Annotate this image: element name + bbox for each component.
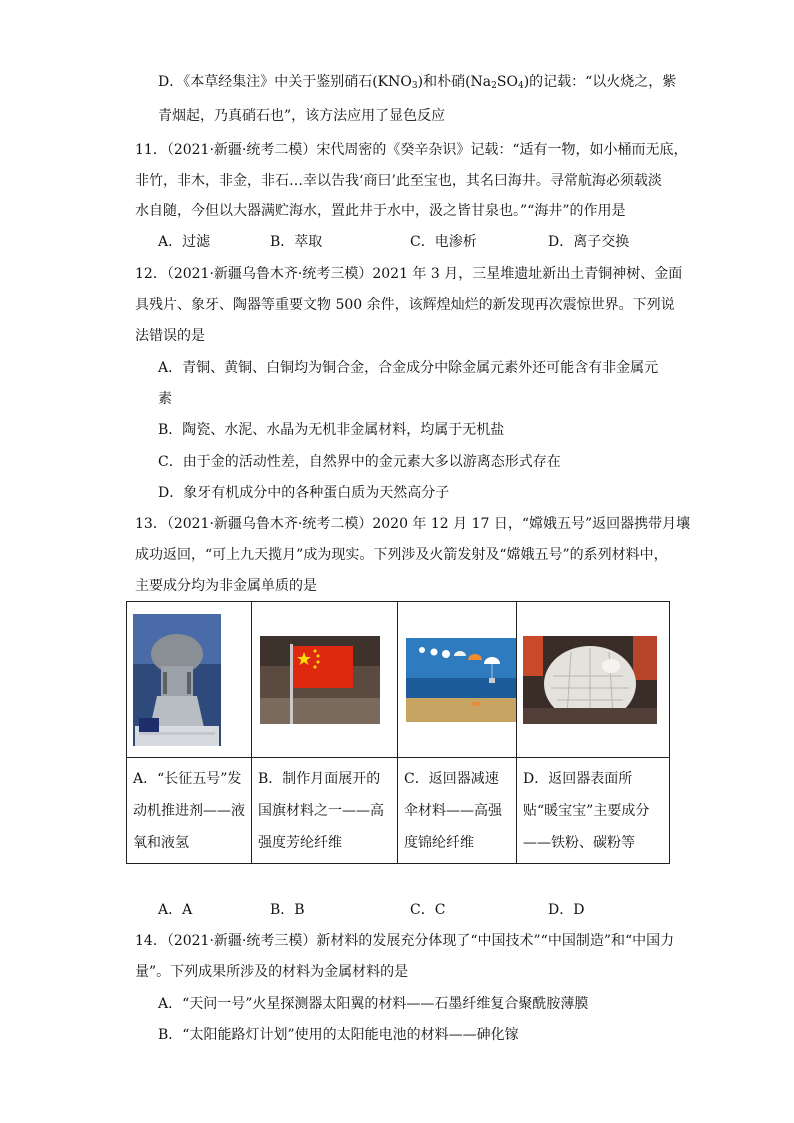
q12-option-a-cont: 素 (158, 391, 172, 407)
cell-option-b[interactable]: B．制作月面展开的国旗材料之一——高强度芳纶纤维 (252, 758, 398, 864)
q11-stem-line1: 11．（2021·新疆·统考二模）宋代周密的《癸辛杂识》记载：“适有一物，如小桶而无底， (135, 142, 688, 158)
q11-choice-a[interactable]: A．过滤 (158, 234, 211, 250)
rocket-engine-image (133, 614, 221, 746)
q12-option-c[interactable]: C．由于金的活动性差，自然界中的金元素大多以游离态形式存在 (158, 454, 561, 470)
q12-option-d[interactable]: D．象牙有机成分中的各种蛋白质为天然高分子 (158, 485, 450, 501)
q10-option-d-cont: 青烟起，乃真硝石也”，该方法应用了显色反应 (158, 108, 446, 124)
q14-option-a[interactable]: A．“天问一号”火星探测器太阳翼的材料——石墨纤维复合聚酰胺薄膜 (158, 996, 589, 1012)
q11-stem-line2: 非竹，非木，非金，非石…幸以告我‘商曰’此至宝也，其名曰海井。寻常航海必须载淡 (135, 173, 662, 189)
q13-choices (158, 900, 678, 920)
q14-option-b[interactable]: B．“太阳能路灯计划”使用的太阳能电池的材料——砷化镓 (158, 1027, 519, 1043)
cell-option-a[interactable]: A．“长征五号”发动机推进剂——液氧和液氢 (127, 758, 252, 864)
q13-choice-b[interactable]: B．B (270, 902, 305, 918)
q13-choice-d[interactable]: D．D (548, 902, 585, 918)
q14-stem-line1: 14．（2021·新疆·统考三模）新材料的发展充分体现了“中国技术”“中国制造”和“中国力 (135, 933, 675, 949)
parachute-image (406, 638, 516, 722)
q12-stem-line3: 法错误的是 (135, 328, 205, 344)
q13-materials-table (126, 601, 670, 864)
cell-option-d[interactable]: D．返回器表面所贴“暖宝宝”主要成分——铁粉、碳粉等 (517, 758, 670, 864)
q11-choices (158, 232, 678, 252)
q13-stem-line1: 13．（2021·新疆乌鲁木齐·统考二模）2020 年 12 月 17 日，“嫦娥五号”返回器携带月壤 (135, 516, 691, 532)
q13-stem-line2: 成功返回，“可上九天揽月”成为现实。下列涉及火箭发射及“嫦娥五号”的系列材料中， (135, 547, 668, 563)
q10-option-d: D．《本草经集注》中关于鉴别硝石$(KNO_3)$和朴硝$(Na_2SO_4)$的记载：“以火烧之，紫 (158, 74, 677, 91)
image-cell-c (398, 602, 517, 758)
q12-option-a[interactable]: A．青铜、黄铜、白铜均为铜合金，合金成分中除金属元素外还可能含有非金属元 (158, 360, 659, 376)
image-cell-a (127, 602, 252, 758)
q13-choice-a[interactable]: A．A (158, 902, 193, 918)
q11-choice-d[interactable]: D．离子交换 (548, 234, 630, 250)
return-capsule-image (523, 636, 657, 724)
q12-stem-line2: 具残片、象牙、陶器等重要文物 500 余件，该辉煌灿烂的新发现再次震惊世界。下列说 (135, 297, 675, 313)
q11-choice-b[interactable]: B．萃取 (270, 234, 323, 250)
q12-stem-line1: 12．（2021·新疆乌鲁木齐·统考三模）2021 年 3 月，三星堆遗址新出土青铜神树、金面 (135, 266, 683, 282)
image-cell-b (252, 602, 398, 758)
q14-stem-line2: 量”。下列成果所涉及的材料为金属材料的是 (135, 964, 409, 980)
q11-choice-c[interactable]: C．电渗析 (410, 234, 477, 250)
q13-choice-c[interactable]: C．C (410, 902, 446, 918)
cell-option-c[interactable]: C．返回器减速伞材料——高强度锦纶纤维 (398, 758, 517, 864)
q11-stem-line3: 水自随，今但以大器满贮海水，置此井于水中，汲之皆甘泉也。”“海井”的作用是 (135, 203, 626, 219)
q13-stem-line3: 主要成分均为非金属单质的是 (135, 578, 317, 594)
q12-option-b[interactable]: B．陶瓷、水泥、水晶为无机非金属材料，均属于无机盐 (158, 422, 505, 438)
image-cell-d (517, 602, 670, 758)
lunar-flag-image (260, 636, 380, 724)
